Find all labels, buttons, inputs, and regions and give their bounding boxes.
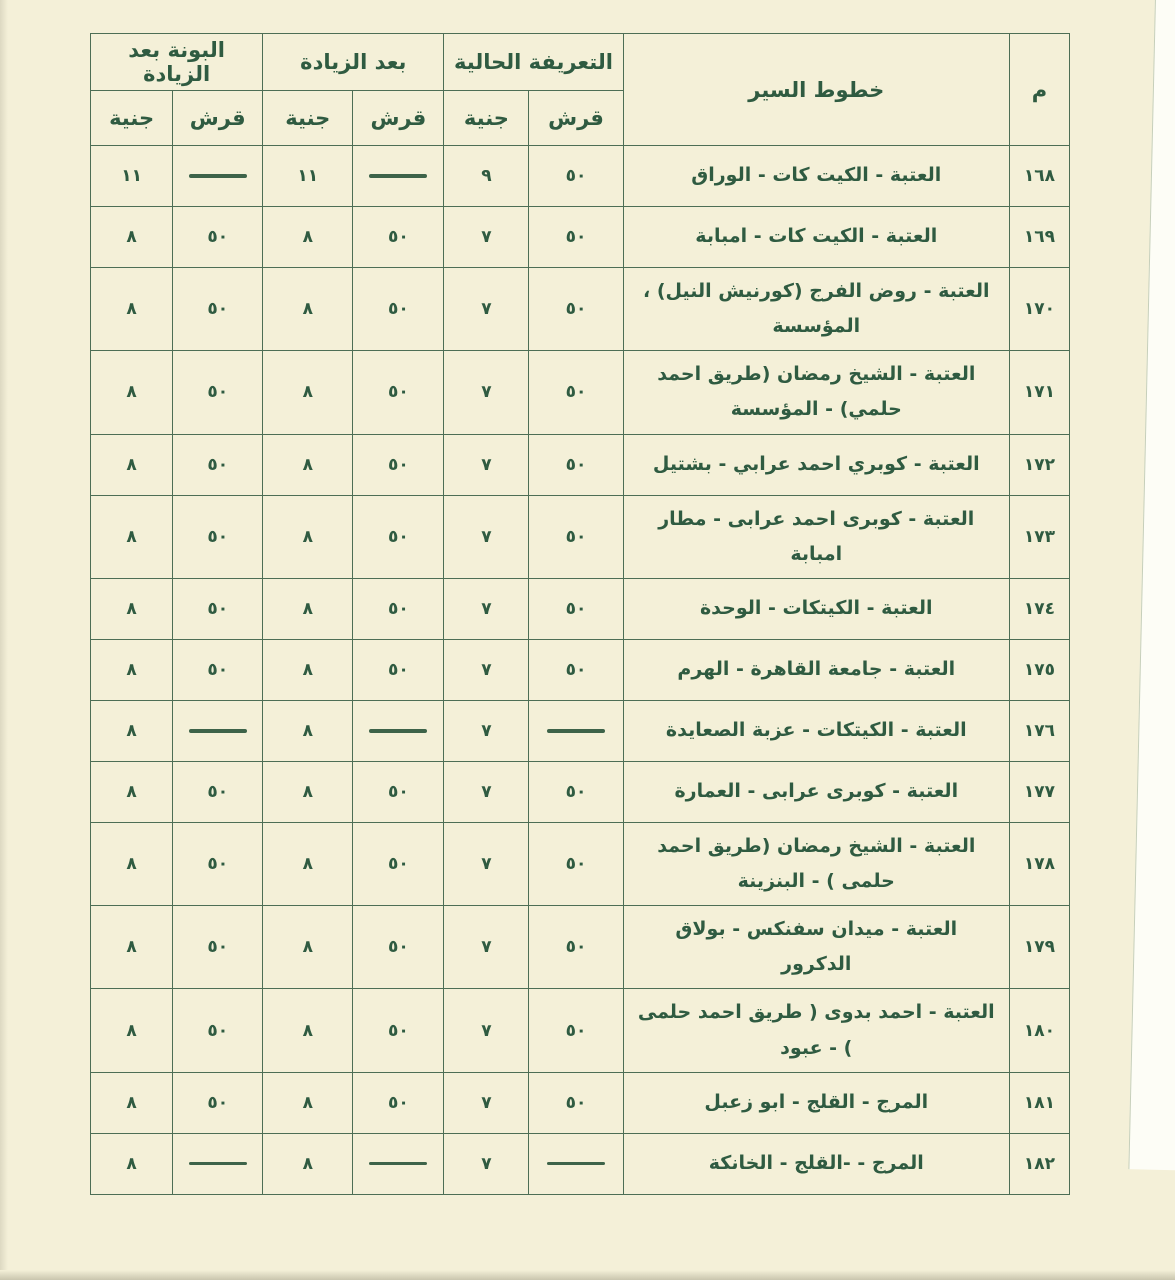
cell-route-number: ١٧٥ xyxy=(1009,639,1069,700)
cell-coupon-piasters: ٥٠ xyxy=(173,906,263,989)
cell-after-piasters: ٥٠ xyxy=(353,639,444,700)
cell-coupon-piasters: ٥٠ xyxy=(173,268,263,351)
header-route: خطوط السير xyxy=(623,34,1009,146)
header-after-increase: بعد الزيادة xyxy=(263,34,444,91)
cell-coupon-piasters xyxy=(173,700,263,761)
dash-placeholder xyxy=(547,1162,605,1166)
cell-current-pounds: ٧ xyxy=(444,434,529,495)
cell-coupon-piasters: ٥٠ xyxy=(173,495,263,578)
cell-current-piasters: ٥٠ xyxy=(529,207,623,268)
scan-edge-bottom xyxy=(0,1270,1175,1280)
cell-after-pounds: ٨ xyxy=(263,639,353,700)
cell-coupon-piasters: ٥٠ xyxy=(173,207,263,268)
cell-route-number: ١٧٩ xyxy=(1009,906,1069,989)
cell-route-number: ١٧١ xyxy=(1009,351,1069,434)
cell-current-pounds: ٧ xyxy=(444,268,529,351)
cell-after-piasters: ٥٠ xyxy=(353,434,444,495)
table-row xyxy=(91,822,1070,905)
cell-current-pounds: ٧ xyxy=(444,822,529,905)
cell-current-pounds: ٧ xyxy=(444,906,529,989)
dash-placeholder xyxy=(189,729,247,733)
header-after-piasters: قرش xyxy=(353,91,444,146)
cell-after-pounds: ٨ xyxy=(263,700,353,761)
cell-coupon-pounds: ٨ xyxy=(91,906,173,989)
table-header xyxy=(91,34,1070,146)
cell-coupon-piasters: ٥٠ xyxy=(173,761,263,822)
cell-after-pounds: ٨ xyxy=(263,761,353,822)
cell-route-number: ١٧٧ xyxy=(1009,761,1069,822)
cell-after-piasters: ٥٠ xyxy=(353,495,444,578)
cell-route-number: ١٦٨ xyxy=(1009,146,1069,207)
cell-after-piasters: ٥٠ xyxy=(353,351,444,434)
cell-after-pounds: ٨ xyxy=(263,268,353,351)
cell-after-pounds: ٨ xyxy=(263,822,353,905)
cell-route-name: العتبة - الكيت كات - الوراق xyxy=(623,146,1009,207)
cell-current-piasters: ٥٠ xyxy=(529,578,623,639)
cell-after-pounds: ٨ xyxy=(263,495,353,578)
cell-route-number: ١٧٣ xyxy=(1009,495,1069,578)
cell-route-name: المرج - -القلج - الخانكة xyxy=(623,1133,1009,1194)
cell-coupon-piasters: ٥٠ xyxy=(173,578,263,639)
cell-current-piasters: ٥٠ xyxy=(529,989,623,1072)
scan-edge-left xyxy=(0,0,8,1280)
cell-route-name: العتبة - كوبري احمد عرابي - بشتيل xyxy=(623,434,1009,495)
cell-coupon-piasters: ٥٠ xyxy=(173,989,263,1072)
dash-placeholder xyxy=(369,174,427,178)
header-no: م xyxy=(1009,34,1069,146)
cell-route-number: ١٨٢ xyxy=(1009,1133,1069,1194)
cell-after-pounds: ٨ xyxy=(263,207,353,268)
cell-current-piasters: ٥٠ xyxy=(529,639,623,700)
table-row xyxy=(91,1072,1070,1133)
cell-current-pounds: ٧ xyxy=(444,578,529,639)
cell-coupon-pounds: ٨ xyxy=(91,434,173,495)
table-row xyxy=(91,700,1070,761)
cell-coupon-pounds: ٨ xyxy=(91,1072,173,1133)
cell-coupon-piasters: ٥٠ xyxy=(173,434,263,495)
cell-after-piasters: ٥٠ xyxy=(353,1072,444,1133)
cell-after-piasters: ٥٠ xyxy=(353,822,444,905)
cell-coupon-piasters: ٥٠ xyxy=(173,351,263,434)
cell-current-piasters: ٥٠ xyxy=(529,146,623,207)
cell-route-name: العتبة - الشيخ رمضان (طريق احمد حلمي) - المؤسسة xyxy=(623,351,1009,434)
cell-coupon-piasters: ٥٠ xyxy=(173,822,263,905)
dash-placeholder xyxy=(189,1162,247,1166)
cell-after-piasters: ٥٠ xyxy=(353,268,444,351)
cell-current-piasters: ٥٠ xyxy=(529,1072,623,1133)
table-row xyxy=(91,495,1070,578)
cell-current-piasters: ٥٠ xyxy=(529,761,623,822)
cell-after-piasters xyxy=(353,1133,444,1194)
cell-current-pounds: ٩ xyxy=(444,146,529,207)
header-coupon-piasters: قرش xyxy=(173,91,263,146)
header-current-pounds: جنية xyxy=(444,91,529,146)
cell-current-piasters: ٥٠ xyxy=(529,906,623,989)
table-row xyxy=(91,761,1070,822)
table-row xyxy=(91,351,1070,434)
cell-route-name: العتبة - الشيخ رمضان (طريق احمد حلمى ) - البنزينة xyxy=(623,822,1009,905)
cell-route-name: العتبة - ميدان سفنكس - بولاق الدكرور xyxy=(623,906,1009,989)
cell-route-name: العتبة - روض الفرج (كورنيش النيل) ، المؤسسة xyxy=(623,268,1009,351)
cell-after-pounds: ٨ xyxy=(263,1072,353,1133)
cell-route-number: ١٨٠ xyxy=(1009,989,1069,1072)
dash-placeholder xyxy=(369,729,427,733)
cell-coupon-pounds: ٨ xyxy=(91,700,173,761)
dash-placeholder xyxy=(547,729,605,733)
cell-route-number: ١٧٢ xyxy=(1009,434,1069,495)
table-row xyxy=(91,1133,1070,1194)
cell-after-pounds: ٨ xyxy=(263,434,353,495)
cell-current-piasters xyxy=(529,700,623,761)
cell-coupon-pounds: ٨ xyxy=(91,207,173,268)
cell-after-piasters: ٥٠ xyxy=(353,761,444,822)
cell-current-pounds: ٧ xyxy=(444,207,529,268)
cell-after-piasters: ٥٠ xyxy=(353,207,444,268)
cell-route-name: العتبة - كوبرى احمد عرابى - مطار امبابة xyxy=(623,495,1009,578)
header-current-tariff: التعريفة الحالية xyxy=(444,34,623,91)
cell-coupon-piasters: ٥٠ xyxy=(173,639,263,700)
cell-after-pounds: ٨ xyxy=(263,578,353,639)
cell-coupon-pounds: ٨ xyxy=(91,268,173,351)
cell-current-pounds: ٧ xyxy=(444,495,529,578)
cell-coupon-pounds: ٨ xyxy=(91,761,173,822)
cell-route-name: العتبة - الكيت كات - امبابة xyxy=(623,207,1009,268)
cell-coupon-pounds: ٨ xyxy=(91,639,173,700)
cell-after-pounds: ٨ xyxy=(263,989,353,1072)
cell-coupon-pounds: ٨ xyxy=(91,578,173,639)
cell-coupon-pounds: ٨ xyxy=(91,351,173,434)
cell-route-name: المرج - القلج - ابو زعبل xyxy=(623,1072,1009,1133)
scan-edge-artifact xyxy=(1128,0,1175,1171)
cell-after-piasters: ٥٠ xyxy=(353,989,444,1072)
table-row xyxy=(91,906,1070,989)
cell-coupon-pounds: ٨ xyxy=(91,495,173,578)
header-coupon-after-increase: البونة بعد الزيادة xyxy=(91,34,263,91)
cell-after-pounds: ٨ xyxy=(263,906,353,989)
cell-route-name: العتبة - احمد بدوى ( طريق احمد حلمى ) - عبود xyxy=(623,989,1009,1072)
cell-coupon-pounds: ٨ xyxy=(91,822,173,905)
cell-route-name: العتبة - الكيتكات - عزبة الصعايدة xyxy=(623,700,1009,761)
cell-coupon-piasters xyxy=(173,146,263,207)
cell-route-name: العتبة - كوبرى عرابى - العمارة xyxy=(623,761,1009,822)
cell-route-number: ١٧٦ xyxy=(1009,700,1069,761)
table-row xyxy=(91,268,1070,351)
header-after-pounds: جنية xyxy=(263,91,353,146)
cell-current-piasters: ٥٠ xyxy=(529,351,623,434)
table-body xyxy=(91,146,1070,1195)
cell-current-pounds: ٧ xyxy=(444,761,529,822)
cell-route-number: ١٦٩ xyxy=(1009,207,1069,268)
cell-current-pounds: ٧ xyxy=(444,351,529,434)
cell-route-number: ١٧٠ xyxy=(1009,268,1069,351)
fare-table xyxy=(90,33,1070,1195)
cell-after-pounds: ١١ xyxy=(263,146,353,207)
dash-placeholder xyxy=(369,1162,427,1166)
cell-coupon-pounds: ٨ xyxy=(91,1133,173,1194)
cell-current-pounds: ٧ xyxy=(444,989,529,1072)
table-row xyxy=(91,146,1070,207)
cell-current-piasters: ٥٠ xyxy=(529,268,623,351)
cell-route-name: العتبة - الكيتكات - الوحدة xyxy=(623,578,1009,639)
table-row xyxy=(91,434,1070,495)
cell-coupon-piasters xyxy=(173,1133,263,1194)
cell-current-piasters: ٥٠ xyxy=(529,434,623,495)
table-row xyxy=(91,989,1070,1072)
cell-after-pounds: ٨ xyxy=(263,351,353,434)
cell-route-number: ١٨١ xyxy=(1009,1072,1069,1133)
cell-route-number: ١٧٨ xyxy=(1009,822,1069,905)
cell-route-name: العتبة - جامعة القاهرة - الهرم xyxy=(623,639,1009,700)
dash-placeholder xyxy=(189,174,247,178)
table-row xyxy=(91,639,1070,700)
cell-current-piasters xyxy=(529,1133,623,1194)
cell-current-pounds: ٧ xyxy=(444,1133,529,1194)
cell-after-pounds: ٨ xyxy=(263,1133,353,1194)
table-row xyxy=(91,207,1070,268)
header-current-piasters: قرش xyxy=(529,91,623,146)
cell-current-pounds: ٧ xyxy=(444,639,529,700)
cell-coupon-pounds: ٨ xyxy=(91,989,173,1072)
cell-after-piasters: ٥٠ xyxy=(353,578,444,639)
cell-coupon-piasters: ٥٠ xyxy=(173,1072,263,1133)
cell-current-pounds: ٧ xyxy=(444,1072,529,1133)
cell-route-number: ١٧٤ xyxy=(1009,578,1069,639)
table-row xyxy=(91,578,1070,639)
cell-after-piasters xyxy=(353,700,444,761)
cell-current-piasters: ٥٠ xyxy=(529,822,623,905)
cell-current-piasters: ٥٠ xyxy=(529,495,623,578)
header-coupon-pounds: جنية xyxy=(91,91,173,146)
cell-coupon-pounds: ١١ xyxy=(91,146,173,207)
cell-after-piasters: ٥٠ xyxy=(353,906,444,989)
cell-after-piasters xyxy=(353,146,444,207)
cell-current-pounds: ٧ xyxy=(444,700,529,761)
